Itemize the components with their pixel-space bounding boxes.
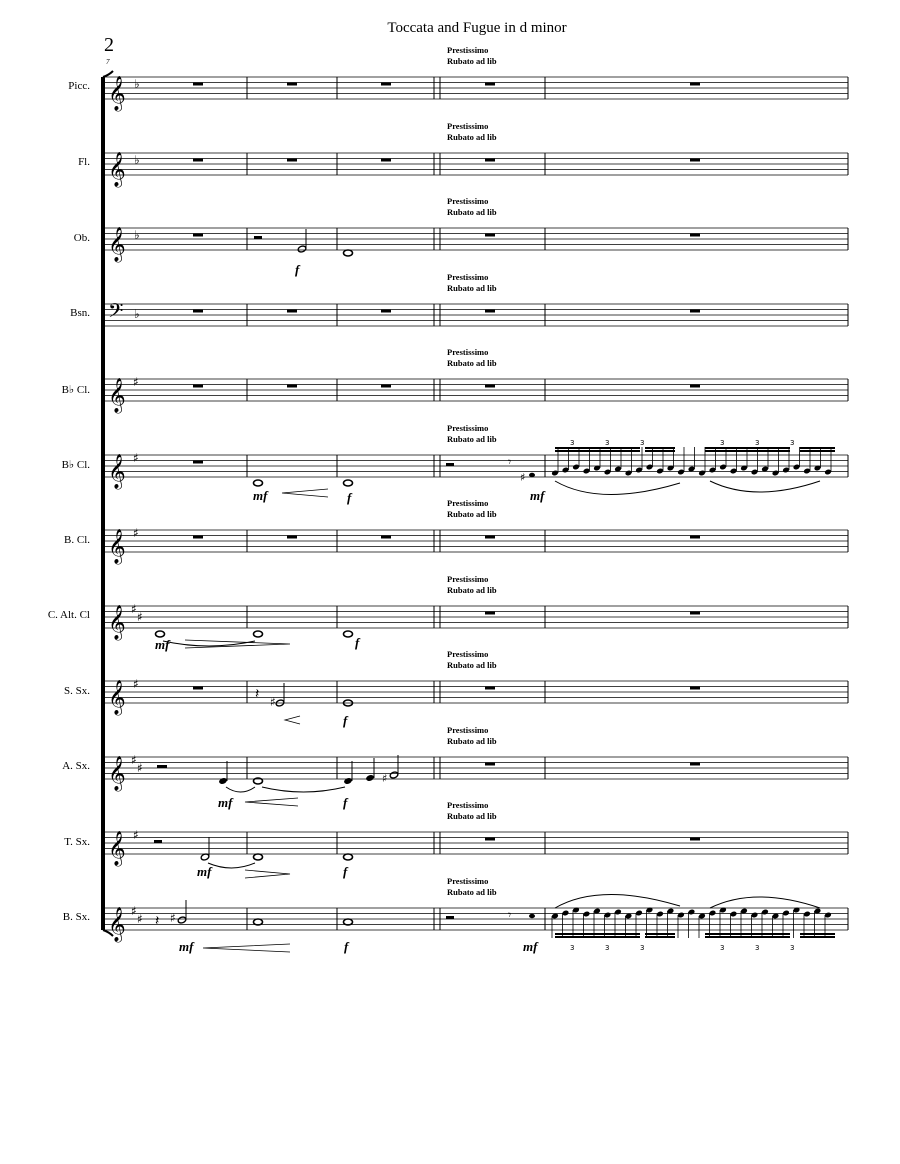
system-bracket: [101, 77, 105, 930]
half-note-icon: [297, 245, 306, 253]
staff: [104, 77, 848, 99]
instrument-name: B♭ Cl.: [61, 384, 90, 396]
sharp-icon: ♯: [133, 375, 139, 389]
dynamic-f: f: [343, 713, 348, 728]
whole-rest-icon: [690, 234, 700, 237]
whole-rest-icon: [485, 536, 495, 539]
sharp-icon: ♯: [137, 912, 143, 926]
whole-rest-icon: [690, 838, 700, 841]
treble-clef-icon: 𝄞: [108, 605, 126, 640]
staff: [104, 908, 848, 930]
dotted-half-rest-icon: [157, 765, 167, 768]
tie: [262, 787, 345, 792]
beam: [645, 447, 675, 449]
beam: [705, 450, 790, 452]
tempo-marking: Prestissimo Rubato ad lib: [447, 649, 497, 670]
sharp-icon: ♯: [270, 695, 276, 709]
quarter-note-icon: [365, 774, 374, 782]
instrument-name: B. Cl.: [64, 534, 90, 546]
staff: [104, 530, 848, 552]
instrument-name: T. Sx.: [64, 836, 90, 848]
sharp-icon: ♯: [137, 610, 143, 624]
half-rest-icon: [154, 840, 162, 843]
whole-rest-icon: [193, 83, 203, 86]
tempo-marking: Prestissimo Rubato ad lib: [447, 800, 497, 821]
treble-clef-icon: 𝄞: [108, 454, 126, 489]
whole-rest-icon: [287, 310, 297, 313]
whole-note-icon: [344, 250, 353, 256]
dynamic-f: f: [343, 864, 348, 879]
whole-rest-icon: [287, 536, 297, 539]
whole-rest-icon: [690, 612, 700, 615]
dynamic-mf: mf: [179, 939, 194, 954]
whole-rest-icon: [485, 385, 495, 388]
instrument-name: B♭ Cl.: [61, 459, 90, 471]
tuplet-label: 3: [720, 439, 725, 447]
tempo-marking: Prestissimo Rubato ad lib: [447, 121, 497, 142]
staff: [104, 832, 848, 854]
dynamic-mf: mf: [523, 939, 538, 954]
tempo-marking: Prestissimo Rubato ad lib: [447, 725, 497, 746]
beam: [705, 447, 790, 449]
whole-rest-icon: [690, 83, 700, 86]
sharp-icon: ♯: [131, 602, 137, 616]
treble-clef-icon: 𝄞: [108, 378, 126, 413]
whole-note-icon: [254, 480, 263, 486]
tuplet-label: 3: [640, 944, 645, 952]
whole-rest-icon: [381, 385, 391, 388]
beam: [555, 447, 640, 449]
quarter-note-icon: [343, 777, 352, 785]
tempo-marking: Prestissimo Rubato ad lib: [447, 272, 497, 293]
grace-note-icon: [529, 914, 535, 918]
flat-icon: ♭: [134, 228, 140, 242]
whole-rest-icon: [690, 763, 700, 766]
tempo-marking: Prestissimo Rubato ad lib: [447, 423, 497, 444]
page-number: 2: [104, 34, 114, 56]
dynamic-mf: mf: [253, 488, 268, 503]
whole-rest-icon: [690, 310, 700, 313]
beam: [800, 447, 835, 449]
tuplet-label: 3: [755, 944, 760, 952]
whole-rest-icon: [690, 159, 700, 162]
treble-clef-icon: 𝄞: [108, 680, 126, 715]
eighth-rest-icon: 𝄾: [508, 908, 512, 922]
tuplet-label: 3: [755, 439, 760, 447]
whole-rest-icon: [381, 159, 391, 162]
slur: [555, 894, 680, 908]
beam: [800, 933, 835, 935]
sharp-icon: ♯: [133, 451, 139, 465]
tuplet-label: 3: [790, 439, 795, 447]
tuplet-label: 3: [570, 944, 575, 952]
whole-rest-icon: [485, 763, 495, 766]
dynamic-f: f: [295, 262, 300, 277]
whole-rest-icon: [485, 83, 495, 86]
whole-rest-icon: [193, 385, 203, 388]
whole-rest-icon: [287, 83, 297, 86]
diminuendo-hairpin: [245, 870, 290, 878]
whole-rest-icon: [287, 385, 297, 388]
tuplet-label: 3: [790, 944, 795, 952]
staff: [104, 606, 848, 628]
crescendo-hairpin: [203, 944, 290, 952]
tie: [226, 787, 255, 792]
whole-rest-icon: [193, 687, 203, 690]
crescendo-hairpin: [285, 716, 300, 724]
eighth-rest-icon: 𝄾: [508, 455, 512, 469]
tuplet-label: 3: [605, 439, 610, 447]
tempo-marking: Prestissimo Rubato ad lib: [447, 347, 497, 368]
whole-rest-icon: [193, 310, 203, 313]
tuplet-label: 3: [570, 439, 575, 447]
quarter-note-icon: [218, 777, 227, 785]
instrument-name: Fl.: [78, 156, 90, 168]
beam: [645, 936, 675, 938]
dynamic-f: f: [355, 635, 360, 650]
whole-rest-icon: [485, 687, 495, 690]
treble-clef-icon: 𝄞: [108, 831, 126, 866]
slur: [710, 481, 820, 492]
grace-note-icon: [529, 473, 535, 477]
tempo-marking: Prestissimo Rubato ad lib: [447, 876, 497, 897]
beam: [645, 933, 675, 935]
dynamic-mf: mf: [197, 864, 212, 879]
whole-rest-icon: [485, 234, 495, 237]
whole-note-icon: [344, 480, 353, 486]
staff: [104, 304, 848, 326]
bass-clef-icon: 𝄢: [108, 299, 124, 327]
whole-rest-icon: [193, 461, 203, 464]
treble-clef-icon: 𝄞: [108, 76, 126, 111]
whole-note-icon: [156, 631, 165, 637]
whole-rest-icon: [690, 687, 700, 690]
sharp-icon: ♯: [137, 761, 143, 775]
half-rest-icon: [446, 463, 454, 466]
sharp-icon: ♯: [382, 772, 388, 785]
quarter-rest-icon: 𝄽: [155, 913, 160, 929]
staff: [104, 379, 848, 401]
dynamic-mf: mf: [218, 795, 233, 810]
instrument-name: Bsn.: [70, 307, 90, 319]
dynamic-mf: mf: [530, 488, 545, 503]
dynamic-f: f: [344, 939, 349, 954]
beam: [645, 450, 675, 452]
staff: [104, 681, 848, 703]
sharp-icon: ♯: [131, 904, 137, 918]
beam: [555, 933, 640, 935]
whole-rest-icon: [381, 310, 391, 313]
sharp-icon: ♯: [133, 526, 139, 540]
whole-rest-icon: [193, 536, 203, 539]
whole-rest-icon: [287, 159, 297, 162]
whole-rest-icon: [485, 310, 495, 313]
whole-rest-icon: [485, 612, 495, 615]
slur: [555, 481, 680, 495]
whole-note-icon: [344, 631, 353, 637]
quarter-rest-icon: 𝄽: [255, 686, 260, 702]
instrument-name: A. Sx.: [62, 760, 90, 772]
treble-clef-icon: 𝄞: [108, 907, 126, 942]
tempo-marking: Prestissimo Rubato ad lib: [447, 574, 497, 595]
whole-rest-icon: [690, 385, 700, 388]
score-title: Toccata and Fugue in d minor: [387, 20, 567, 36]
treble-clef-icon: 𝄞: [108, 529, 126, 564]
staff: [104, 153, 848, 175]
sharp-icon: ♯: [170, 911, 176, 925]
slur: [710, 897, 820, 908]
whole-rest-icon: [485, 159, 495, 162]
half-rest-icon: [254, 236, 262, 239]
flat-icon: ♭: [134, 77, 140, 91]
tempo-marking: Prestissimo Rubato ad lib: [447, 498, 497, 519]
whole-rest-icon: [381, 83, 391, 86]
whole-rest-icon: [690, 536, 700, 539]
instrument-name: S. Sx.: [64, 685, 90, 697]
dynamic-mf: mf: [155, 637, 170, 652]
instrument-name: Picc.: [68, 80, 90, 92]
whole-rest-icon: [485, 838, 495, 841]
tuplet-label: 3: [605, 944, 610, 952]
whole-rest-icon: [193, 234, 203, 237]
tempo-marking: Prestissimo Rubato ad lib: [447, 45, 497, 66]
instrument-name: C. Alt. Cl: [47, 609, 90, 621]
tuplet-label: 3: [640, 439, 645, 447]
whole-note-icon: [254, 631, 263, 637]
sharp-icon: ♯: [133, 828, 139, 842]
dynamic-f: f: [347, 490, 352, 505]
beam: [555, 450, 640, 452]
sharp-icon: ♯: [133, 677, 139, 691]
dynamic-f: f: [343, 795, 348, 810]
half-note-icon: [389, 771, 398, 779]
treble-clef-icon: 𝄞: [108, 227, 126, 262]
whole-note-icon: [344, 854, 353, 860]
treble-clef-icon: 𝄞: [108, 152, 126, 187]
flat-icon: ♭: [134, 307, 140, 321]
tuplet-label: 3: [720, 944, 725, 952]
beam: [705, 933, 790, 935]
whole-note-icon: [254, 854, 263, 860]
measure-number: 7: [106, 58, 110, 66]
instrument-name: B. Sx.: [62, 911, 90, 923]
staff: [104, 757, 848, 779]
half-rest-icon: [446, 916, 454, 919]
whole-rest-icon: [381, 536, 391, 539]
half-note-icon: [177, 916, 186, 924]
crescendo-hairpin: [282, 489, 328, 497]
tie: [208, 863, 255, 868]
sharp-icon: ♯: [520, 471, 526, 484]
beam: [800, 450, 835, 452]
whole-rest-icon: [193, 159, 203, 162]
beam: [555, 936, 640, 938]
instrument-name: Ob.: [73, 232, 90, 244]
beam: [800, 936, 835, 938]
tempo-marking: Prestissimo Rubato ad lib: [447, 196, 497, 217]
flat-icon: ♭: [134, 153, 140, 167]
treble-clef-icon: 𝄞: [108, 756, 126, 791]
crescendo-hairpin: [245, 798, 298, 806]
beam: [705, 936, 790, 938]
staff: [104, 228, 848, 250]
sharp-icon: ♯: [131, 753, 137, 767]
